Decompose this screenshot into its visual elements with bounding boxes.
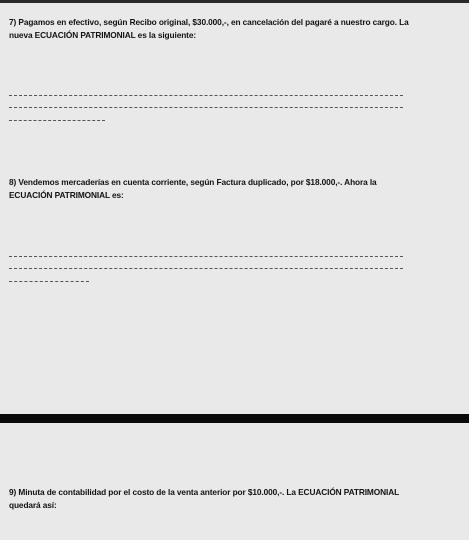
exercise-8-statement: 8) Vendemos mercaderías en cuenta corriente, según Factura duplicado, por $18.000,-. Ahora la ECUACIÓN PATRIMONIAL es: xyxy=(9,177,377,200)
exercise-8-answer-line-3 xyxy=(9,281,89,282)
exercise-7-answer-line-2 xyxy=(9,107,403,108)
document-page-1 xyxy=(0,3,469,414)
exercise-8-answer-line-2 xyxy=(9,268,403,269)
exercise-9-statement: 9) Minuta de contabilidad por el costo de la venta anterior por $10.000,-. La ECUACIÓN PATRIMONIAL quedará así: xyxy=(9,487,399,510)
exercise-7-answer-line-1 xyxy=(9,95,403,96)
exercise-8-answer-line-1 xyxy=(9,256,403,257)
document-page-2 xyxy=(0,423,469,540)
exercise-7-statement: 7) Pagamos en efectivo, según Recibo original, $30.000,-, en cancelación del pagaré a nuestro cargo. La nueva ECUACIÓN PATRIMONIAL es la siguiente: xyxy=(9,17,409,40)
exercise-7-answer-line-3 xyxy=(9,120,105,121)
page-separator xyxy=(0,414,469,423)
